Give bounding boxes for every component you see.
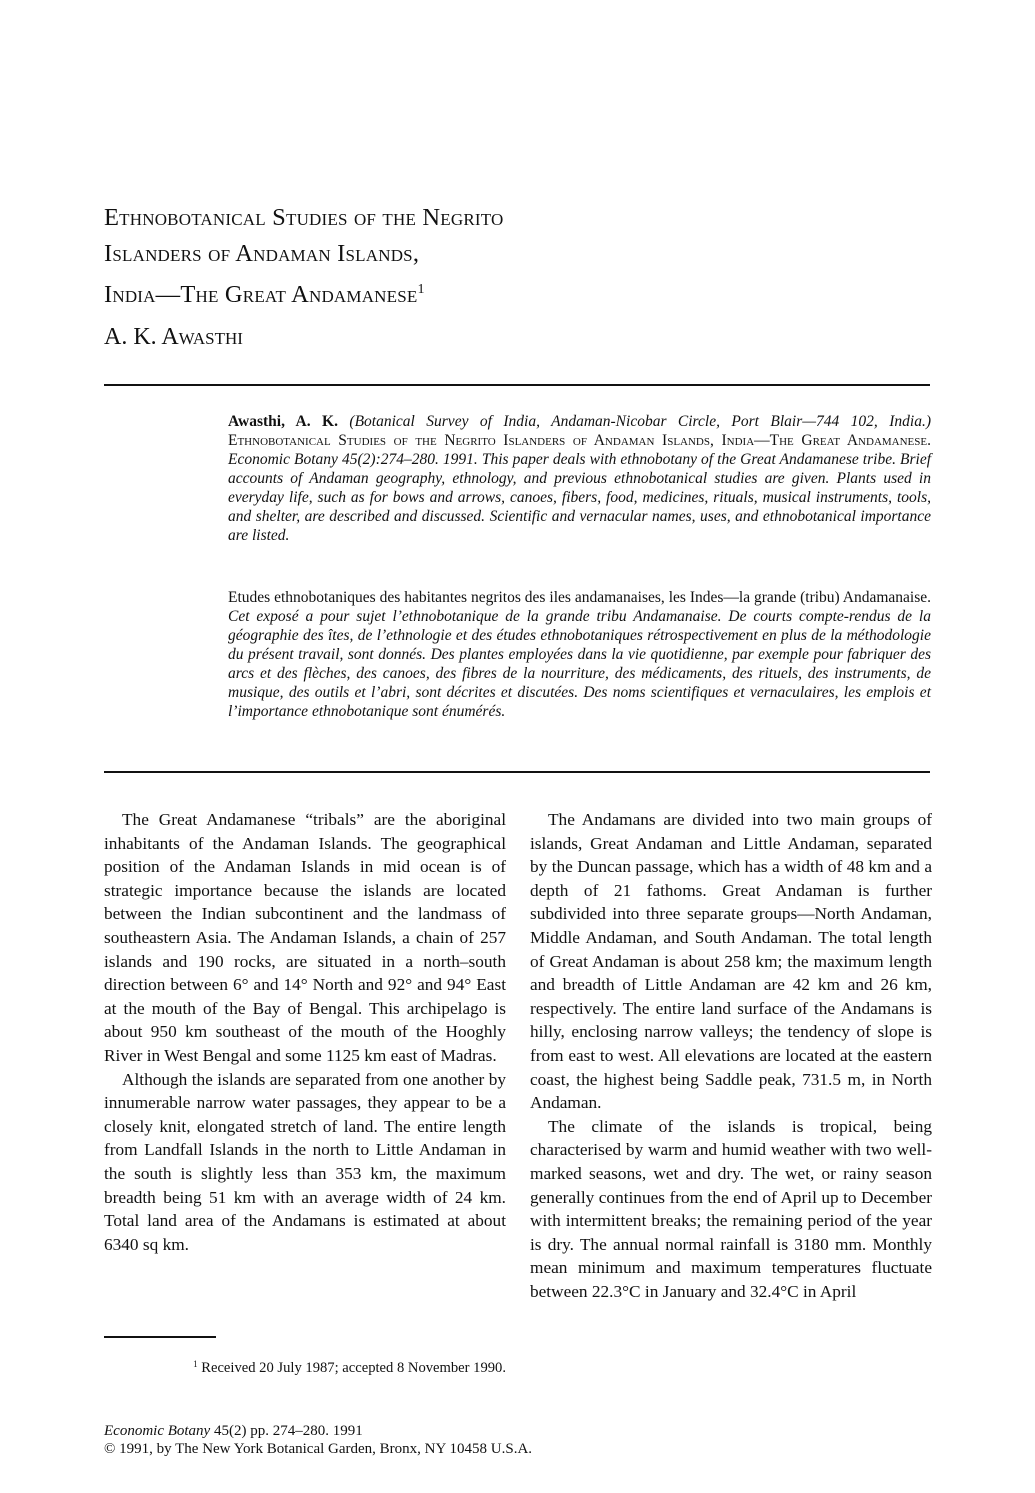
journal-name: Economic Botany xyxy=(104,1423,211,1439)
journal-copyright: © 1991, by The New York Botanical Garden, Bronx, NY 10458 U.S.A. xyxy=(104,1441,533,1457)
paragraph: The Great Andamanese “tribals” are the aboriginal inhabitants of the Andaman Islands. The geographical position of the Andaman Islands in mid ocean is of strategic importance because the islands are located between the Indian subcontinent and the landmass of southeastern Asia. The Andaman Islands, a chain of 257 islands and 190 rocks, are situated in a north–south direction between 6° and 14° North and 92° and 94° East at the mouth of the Bay of Bengal. This archipelago is about 950 km southeast of the mouth of the Hooghly River in West Bengal and some 1125 km east of Madras. xyxy=(104,810,506,1065)
abstract-affiliation: (Botanical Survey of India, Andaman-Nicobar Circle, Port Blair—744 102, India.) xyxy=(349,413,931,430)
footnote-mark: 1 xyxy=(193,1359,198,1369)
abstract-bottom-rule xyxy=(104,771,930,773)
journal-volume: 45(2) pp. 274–280. 1991 xyxy=(213,1423,363,1439)
title-line-3 xyxy=(104,272,904,313)
journal-info xyxy=(104,1422,532,1458)
abstract-french xyxy=(228,588,931,721)
title-line-1: Ethnobotanical Studies of the Negrito xyxy=(104,204,504,231)
abstract-title: Ethnobotanical Studies of the Negrito Islanders of Andaman Islands, India—The Great Andamanese. xyxy=(228,432,931,449)
abstract-top-rule xyxy=(104,384,930,386)
abstract-author: Awasthi, A. K. xyxy=(228,413,338,430)
abstract-body: Economic Botany 45(2):274–280. 1991. This paper deals with ethnobotany of the Great Andamanese tribe. Brief accounts of Andaman geography, ethnology, and previous ethnobotanical studies are given. Plants used in everyday life, such as for bows and arrows, canoes, fibers, food, medicines, rituals, musical instruments, tools, and shelter, are described and discussed. Scientific and vernacular names, uses, and ethnobotanical importance are listed. xyxy=(228,451,931,544)
abstract-english xyxy=(228,412,931,545)
body-column-left xyxy=(104,808,506,1256)
author-name: A. K. Awasthi xyxy=(104,324,243,350)
paragraph: The climate of the islands is tropical, being characterised by warm and humid weather with two well-marked seasons, wet and dry. The wet, or rainy season generally continues from the end of April up to December with intermittent breaks; the remaining period of the year is dry. The annual normal rainfall is 3180 mm. Monthly mean minimum and maximum temperatures fluctuate between 22.3°C in January and 32.4°C in April xyxy=(530,1116,932,1301)
paragraph: Although the islands are separated from one another by innumerable narrow water passages, they appear to be a closely knit, elongated stretch of land. The entire length from Landfall Islands in the north to Little Andaman in the south is slightly less than 353 km, the maximum breadth being 51 km with an average width of 24 km. Total land area of the Andamans is estimated at about 6340 sq km. xyxy=(104,1069,506,1254)
title-footnote-mark: 1 xyxy=(417,282,425,297)
footnote-rule xyxy=(104,1336,216,1338)
paper-title xyxy=(104,200,904,313)
paragraph: The Andamans are divided into two main groups of islands, Great Andaman and Little Andaman, separated by the Duncan passage, which has a width of 48 km and a depth of 21 fathoms. Great Andaman is further subdivided into three separate groups—North Andaman, Middle Andaman, and South Andaman. The total length of Great Andaman is about 258 km; the maximum length and breadth of Little Andaman are 42 km and 26 km, respectively. The entire land surface of the Andamans is hilly, enclosing narrow valleys; the tendency of slope is from east to west. All elevations are located at the eastern coast, the highest being Saddle peak, 731.5 m, in North Andaman. xyxy=(530,810,932,1113)
abstract-french-title: Etudes ethnobotaniques des habitantes negritos des iles andamanaises, les Indes—la grande (tribu) Andamanaise. xyxy=(228,589,931,606)
body-column-right xyxy=(530,808,932,1303)
journal-citation xyxy=(104,1422,532,1440)
title-line-2: Islanders of Andaman Islands, xyxy=(104,240,420,267)
footnote-text: Received 20 July 1987; accepted 8 November 1990. xyxy=(201,1360,506,1376)
abstract-french-body: Cet exposé a pour sujet l’ethnobotanique de la grande tribu Andamanaise. De courts compte-rendus de la géographie des îtes, de l’ethnologie et des études ethnobotaniques rétrospectivement en plus de la méthodologie du présent travail, sont donnés. Des plantes employées dans la vie quotidienne, par exemple pour fabriquer des arcs et des flèches, des canoes, des fibres de la nourriture, des médicaments, des rituels, des instruments, de musique, des outils et l’abri, sont décrites et discutées. Des noms scientifiques et vernaculaires, les emplois et l’importance ethnobotanique sont énumérés. xyxy=(228,608,931,720)
title-line-3-text: India—The Great Andamanese xyxy=(104,281,418,308)
footnote xyxy=(104,1355,506,1377)
